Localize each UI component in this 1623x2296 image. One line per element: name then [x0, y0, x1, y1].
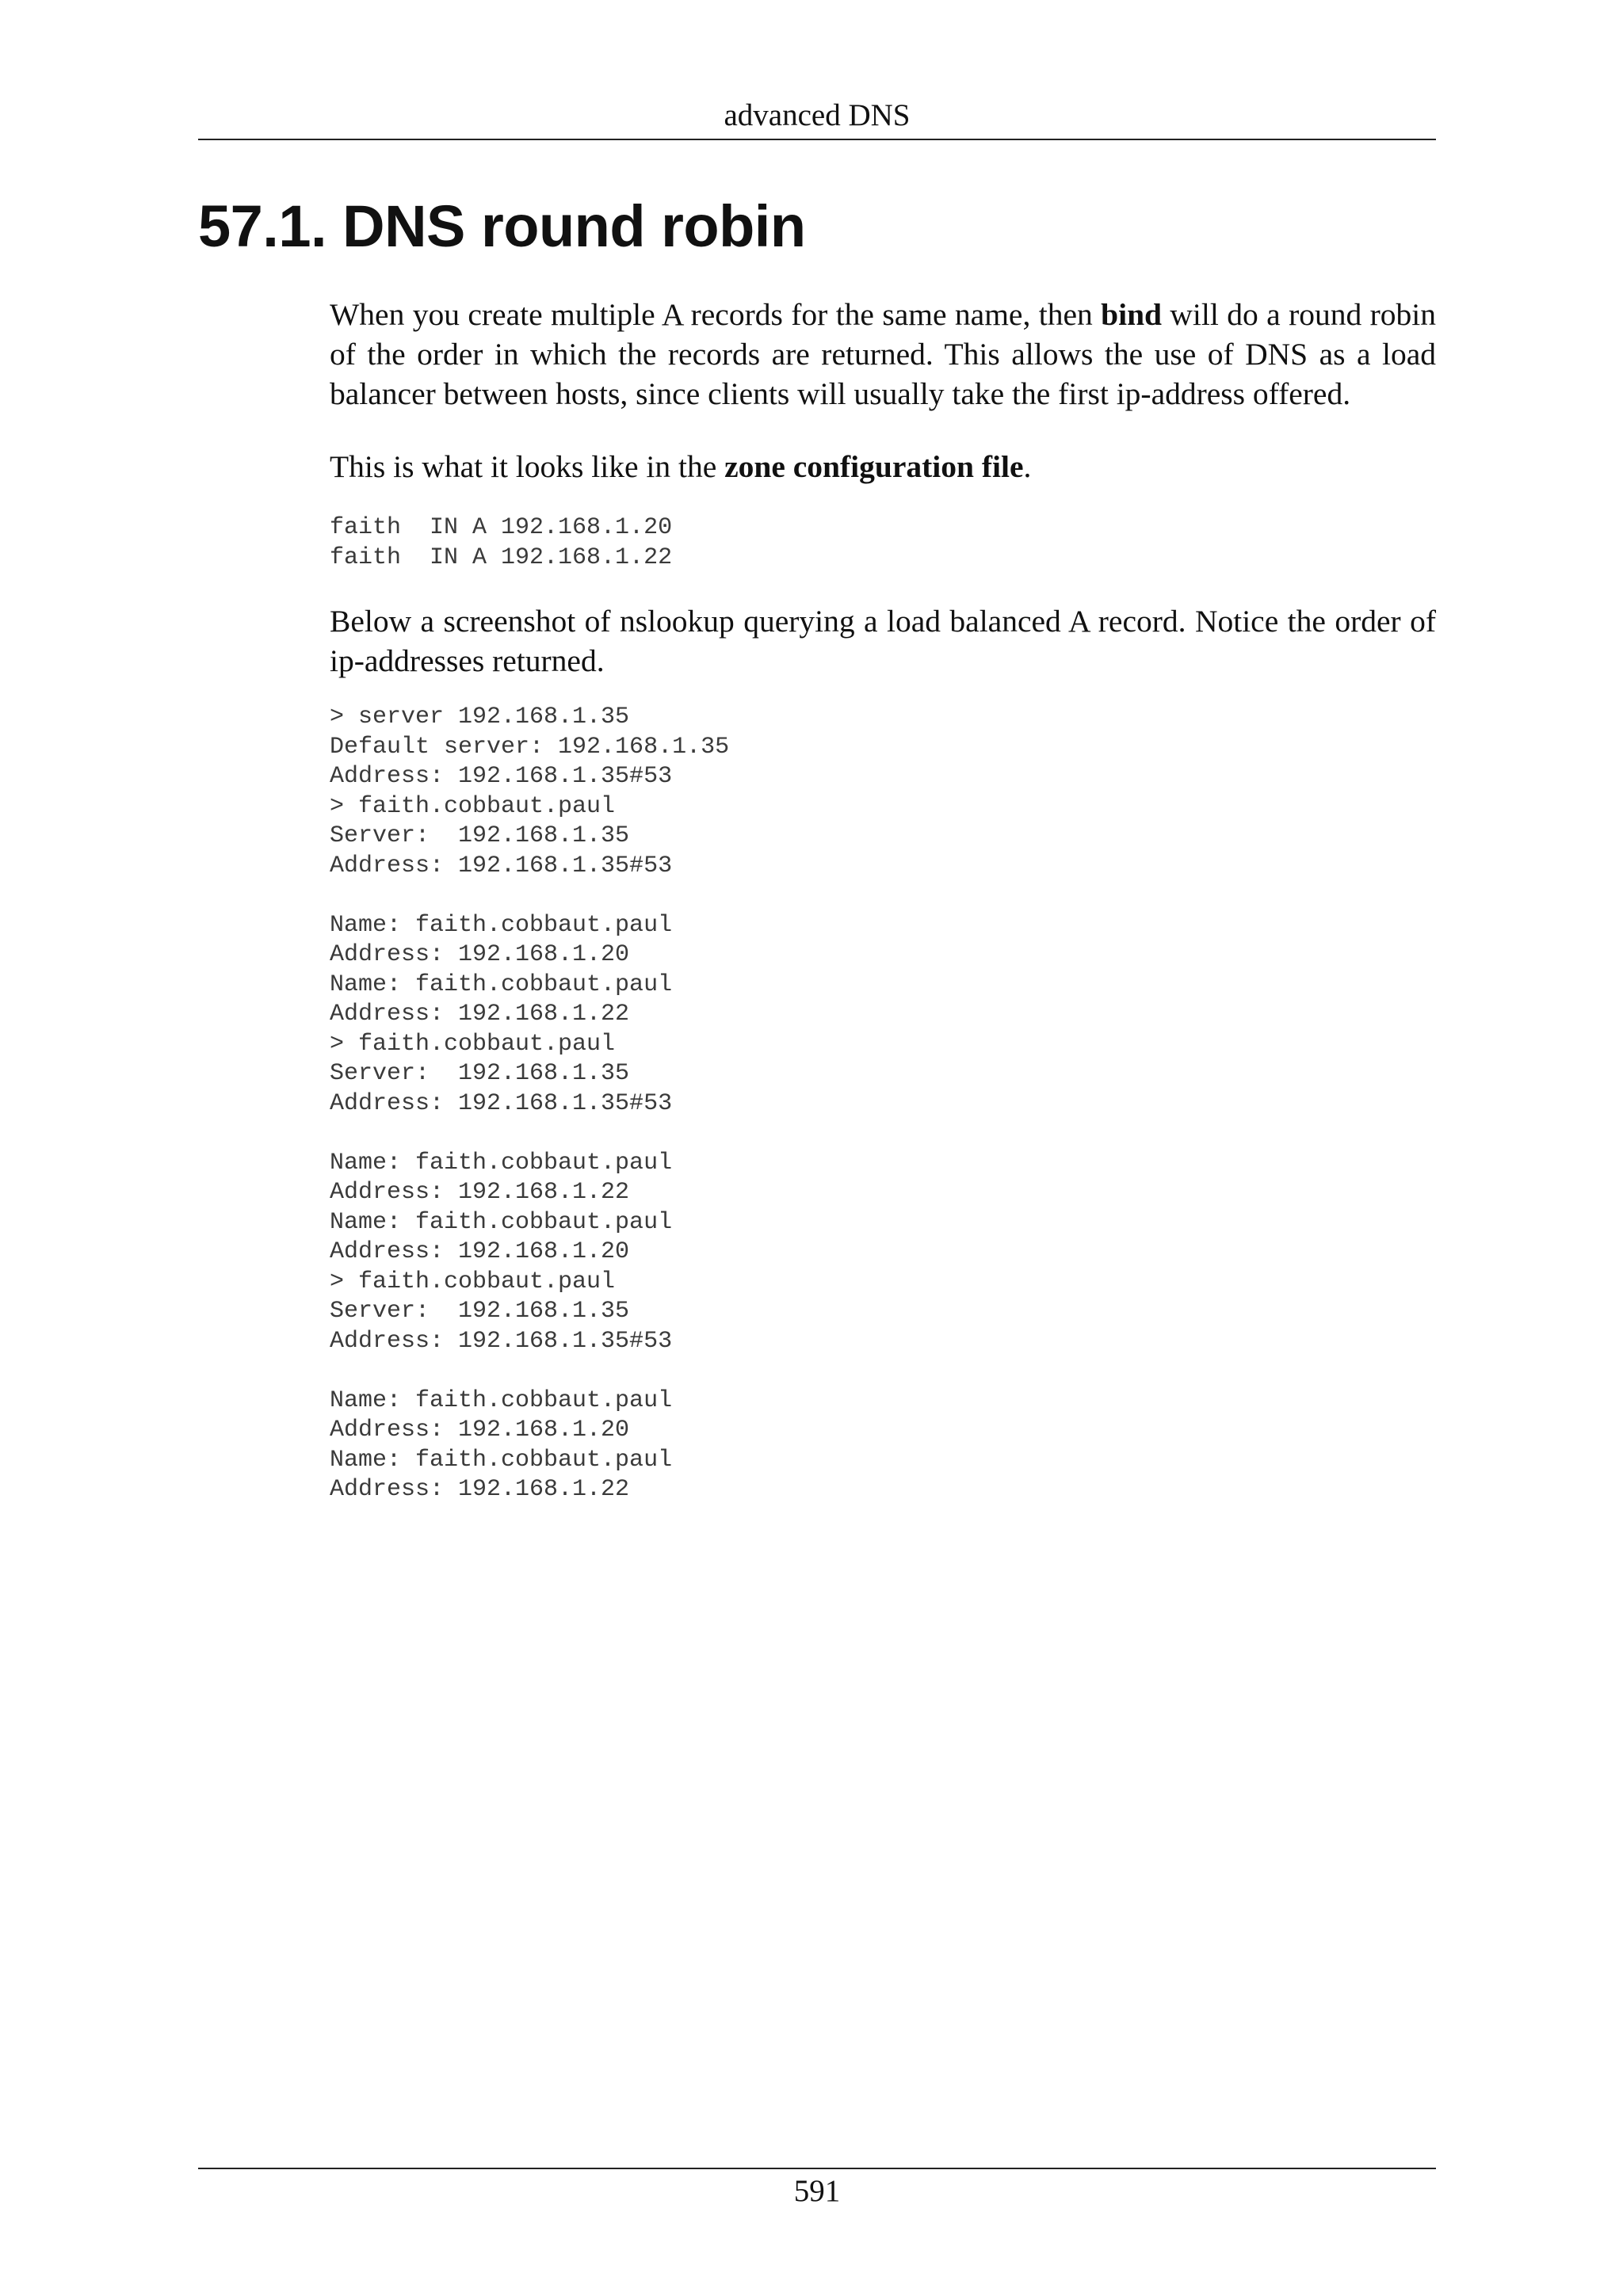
running-header: advanced DNS [724, 98, 911, 132]
bind-term: bind [1101, 297, 1163, 332]
intro-paragraph [330, 295, 1436, 414]
nslookup-output-code: > server 192.168.1.35 Default server: 192.168.1.35 Address: 192.168.1.35#53 > faith.cobbaut.paul Server: 192.168.1.35 Address: 192.168.1.35#53 Name: faith.cobbaut.paul Address: 192.168.1.20 Name: faith.cobbaut.paul Address: 192.168.1.22 > faith.cobbaut.paul Server: 192.168.1.35 Address: 192.168.1.35#53 Name: faith.cobbaut.paul Address: 192.168.1.22 Name: faith.cobbaut.paul Address: 192.168.1.20 > faith.cobbaut.paul Server: 192.168.1.35 Address: 192.168.1.35#53 Name: faith.cobbaut.paul Address: 192.168.1.20 Name: faith.cobbaut.paul Address: 192.168.1.22 [330, 704, 730, 1503]
intro-text-start: When you create multiple A records for the same name, then [330, 297, 1102, 332]
zone-config-term: zone configuration file [724, 449, 1024, 484]
zone-file-paragraph [330, 447, 1436, 486]
intro-text-end: will do a round robin of the order in which the records are returned. This allows the use of DNS as a load balancer between hosts, since clients will usually take the first ip-address offered. [330, 297, 1437, 411]
section-title: 57.1. DNS round robin [198, 193, 806, 259]
page-number: 591 [793, 2174, 841, 2208]
zone-records-code: faith IN A 192.168.1.20 faith IN A 192.168.1.22 [330, 514, 673, 571]
nslookup-paragraph: Below a screenshot of nslookup querying a load balanced A record. Notice the order of ip-addresses returned. [330, 604, 1436, 678]
section-body [330, 295, 1436, 1505]
zone-text-end: . [1023, 449, 1032, 484]
zone-text-start: This is what it looks like in the [330, 449, 725, 484]
header-rule [198, 139, 1436, 140]
